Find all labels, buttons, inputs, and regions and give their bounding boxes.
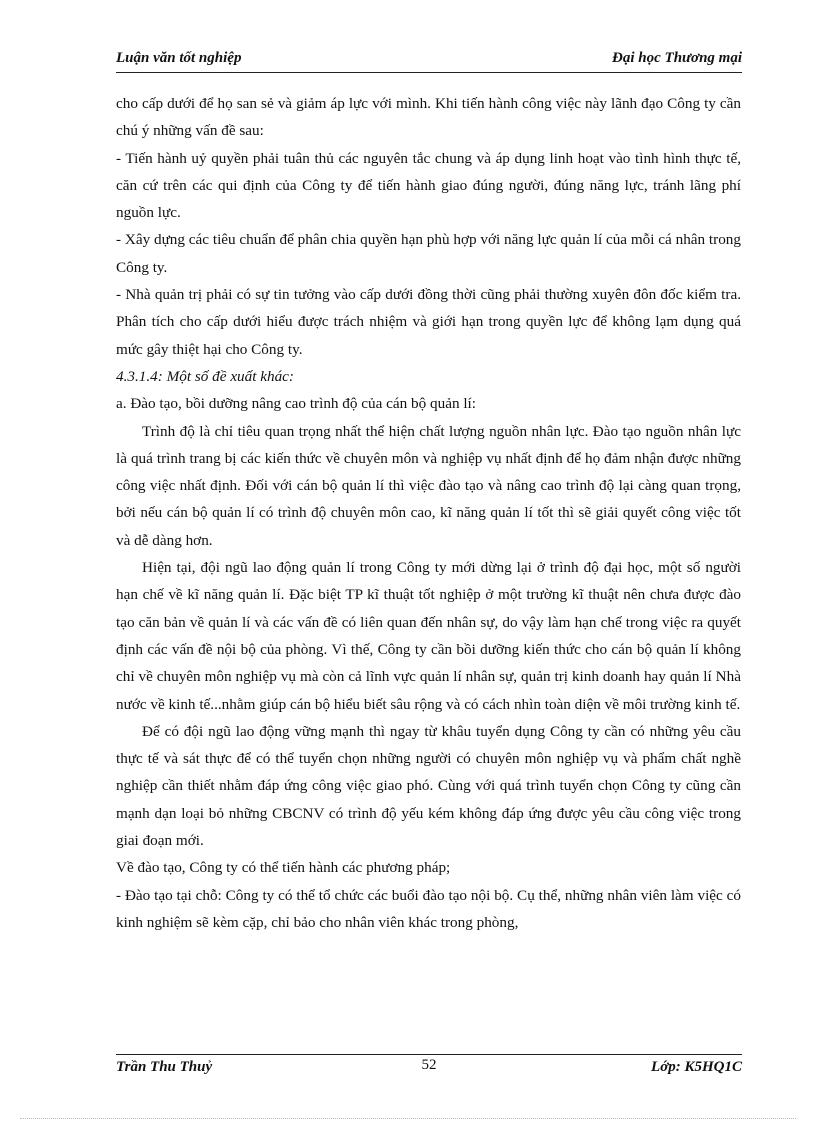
header-thesis-title: Luận văn tốt nghiệp bbox=[116, 50, 242, 66]
paragraph: Trình độ là chỉ tiêu quan trọng nhất thể hiện chất lượng nguồn nhân lực. Đào tạo nguồn nhân lực là quá trình trang bị các kiến thức về chuyên môn và nghiệp vụ nhất định để họ đảm nhận được những công việc nhất định. Đối với cán bộ quản lí thì việc đào tạo và nâng cao trình độ lại càng quan trọng, bởi nếu cán bộ quản lí có trình độ chuyên môn cao, kĩ năng quản lí tốt thì sẽ giải quyết công việc tốt và dễ dàng hơn. bbox=[116, 422, 741, 549]
header-university: Đại học Thương mại bbox=[612, 50, 742, 66]
bullet-item: - Nhà quản trị phải có sự tin tưởng vào cấp dưới đồng thời cũng phải thường xuyên đôn đốc kiểm tra. Phân tích cho cấp dưới hiểu được trách nhiệm và giới hạn trong quyền lực để không lạm dụng quá mức gây thiệt hại cho Công ty. bbox=[116, 286, 741, 358]
section-heading: 4.3.1.4: Một số đề xuất khác: bbox=[116, 367, 294, 385]
paragraph: cho cấp dưới để họ san sẻ và giảm áp lực với mình. Khi tiến hành công việc này lãnh đạo Công ty cần chú ý những vấn đề sau: bbox=[116, 95, 741, 140]
page-header bbox=[116, 50, 742, 73]
footer-class: Lớp: K5HQ1C bbox=[651, 1059, 742, 1075]
page-number: 52 bbox=[421, 1057, 437, 1073]
subsection-title: a. Đào tạo, bồi dưỡng nâng cao trình độ của cán bộ quản lí: bbox=[116, 395, 476, 413]
bullet-item: - Đào tạo tại chỗ: Công ty có thể tổ chức các buổi đào tạo nội bộ. Cụ thể, những nhân viên làm việc có kinh nghiệm sẽ kèm cặp, chỉ bảo cho nhân viên khác trong phòng, bbox=[116, 886, 741, 931]
page-bottom-divider bbox=[20, 1118, 796, 1119]
bullet-item: - Tiến hành uỷ quyền phải tuân thủ các nguyên tắc chung và áp dụng linh hoạt vào tình hình thực tế, căn cứ trên các qui định của Công ty để tiến hành giao đúng người, đúng năng lực, tránh lãng phí nguồn lực. bbox=[116, 149, 741, 222]
document-body bbox=[116, 90, 741, 936]
paragraph: Để có đội ngũ lao động vững mạnh thì ngay từ khâu tuyển dụng Công ty cần có những yêu cầu thực tế và sát thực để có thể tuyển chọn những người có chuyên môn nghiệp vụ và phẩm chất nghề nghiệp cần thiết nhằm đáp ứng công việc giao phó. Cùng với quá trình tuyển chọn Công ty cũng cần mạnh dạn loại bỏ những CBCNV có trình độ yếu kém không đáp ứng được yêu cầu công việc trong giai đoạn mới. bbox=[116, 722, 741, 850]
bullet-item: - Xây dựng các tiêu chuẩn để phân chia quyền hạn phù hợp với năng lực quản lí của mỗi cá nhân trong Công ty. bbox=[116, 231, 741, 276]
paragraph: Hiện tại, đội ngũ lao động quản lí trong Công ty mới dừng lại ở trình độ đại học, một số người hạn chế về kĩ năng quản lí. Đặc biệt TP kĩ thuật tốt nghiệp ở một trường kĩ thuật nên chưa được đào tạo căn bản về quản lí và các vấn đề có liên quan đến nhân sự, do vậy làm hạn chế trong việc ra quyết định các vấn đề nội bộ của phòng. Vì thế, Công ty cần bồi dưỡng kiến thức cho cán bộ quản lí không chỉ về chuyên môn nghiệp vụ mà còn cả lĩnh vực quản lí nhân sự, quản trị kinh doanh hay quản lí Nhà nước về kinh tế...nhằm giúp cán bộ hiểu biết sâu rộng và có cách nhìn toàn diện về môi trường kinh tế. bbox=[116, 559, 741, 713]
paragraph: Về đào tạo, Công ty có thể tiến hành các phương pháp; bbox=[116, 859, 451, 877]
page-footer bbox=[116, 1054, 742, 1077]
footer-author: Trần Thu Thuỷ bbox=[116, 1059, 213, 1075]
